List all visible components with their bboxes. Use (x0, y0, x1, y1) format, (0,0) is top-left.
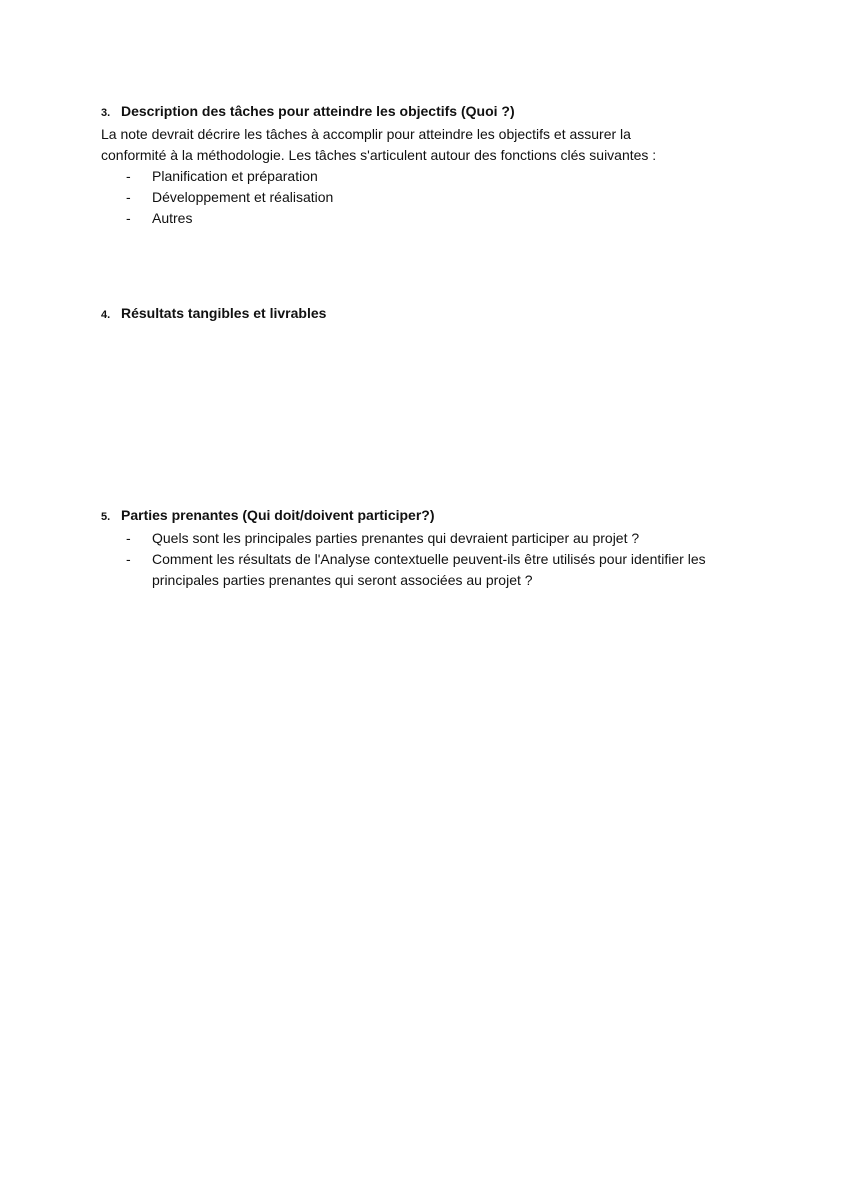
section-heading (101, 101, 761, 124)
section-5 (101, 505, 761, 591)
section-number: 4. (101, 309, 111, 321)
section-title: Description des tâches pour atteindre les objectifs (Quoi ?) (121, 103, 515, 119)
section-3 (101, 101, 761, 229)
list-item (101, 528, 761, 549)
section-paragraph (101, 124, 761, 166)
section-number: 5. (101, 511, 111, 523)
bullet-marker: - (126, 551, 131, 567)
list-item (101, 208, 761, 229)
section-number: 3. (101, 107, 111, 119)
list-item (101, 187, 761, 208)
list-item-text: Comment les résultats de l'Analyse contextuelle peuvent-ils être utilisés pour identifier les principales parties prenantes qui seront associées au projet ? (152, 551, 706, 588)
bullet-list (101, 528, 761, 591)
section-heading (101, 303, 761, 326)
list-item-text: Quels sont les principales parties prenantes qui devraient participer au projet ? (152, 530, 640, 546)
bullet-marker: - (126, 530, 131, 546)
list-item-text: Autres (152, 210, 193, 226)
bullet-marker: - (126, 210, 131, 226)
list-item (101, 549, 761, 591)
section-heading (101, 505, 761, 528)
section-4 (101, 303, 761, 326)
section-title: Résultats tangibles et livrables (121, 305, 327, 321)
bullet-list (101, 166, 761, 229)
bullet-marker: - (126, 189, 131, 205)
list-item (101, 166, 761, 187)
bullet-marker: - (126, 168, 131, 184)
section-title: Parties prenantes (Qui doit/doivent participer?) (121, 507, 435, 523)
list-item-text: Planification et préparation (152, 168, 318, 184)
list-item-text: Développement et réalisation (152, 189, 334, 205)
paragraph-line: La note devrait décrire les tâches à accomplir pour atteindre les objectifs et assurer la (101, 126, 631, 142)
paragraph-line: conformité à la méthodologie. Les tâches s'articulent autour des fonctions clés suivantes : (101, 147, 657, 163)
